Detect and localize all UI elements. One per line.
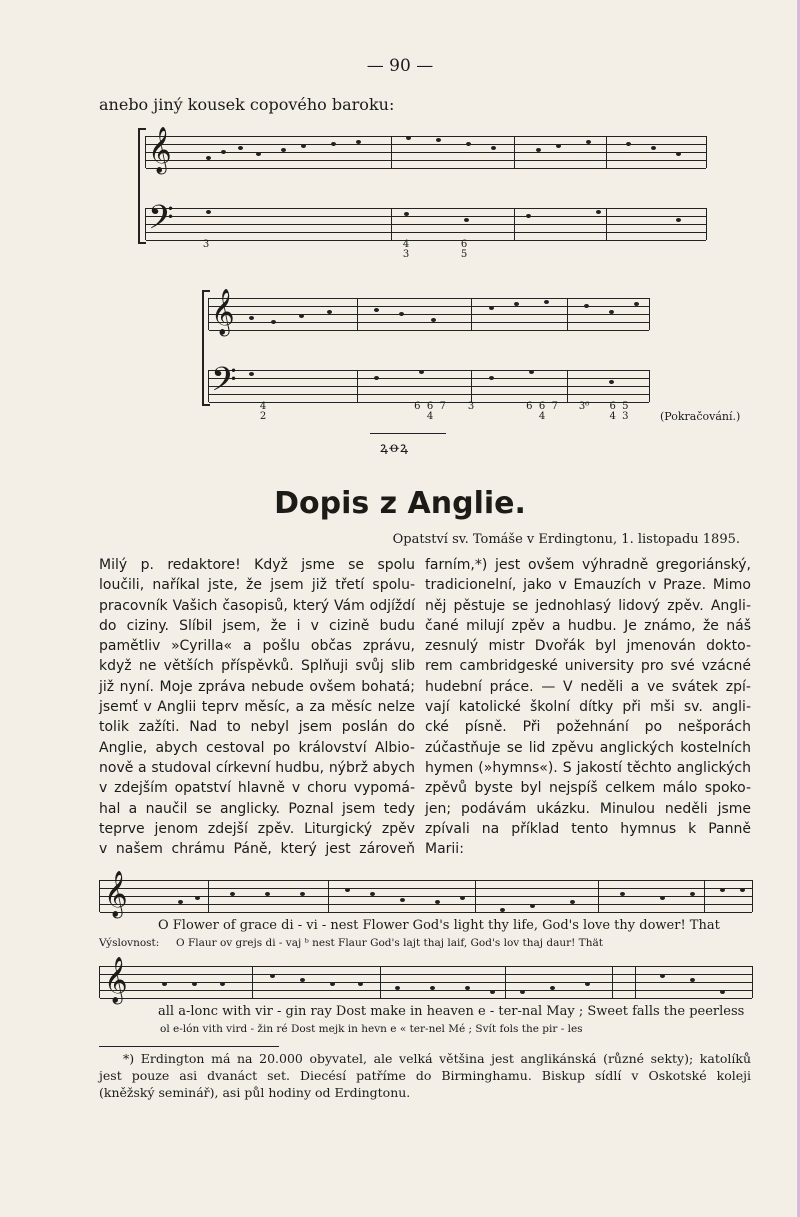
text-line: do ciziny. Slíbil jsem, že i v cizině budu [99,617,415,634]
text-line: v zdejším opatství hlavně v choru vypomá- [99,780,415,797]
footnote-rule [99,1046,279,1047]
figure: 4 2 [259,401,267,422]
text-line: loučili, naříkal jste, že jsem již třetí spolu- [99,577,415,594]
text-line: Marii: [425,841,464,858]
text-line: hymen (»hymns«). S jakostí těchto anglických [425,759,751,776]
footnote [99,1050,751,1101]
treble-clef-icon: 𝄞 [104,871,128,917]
text-line: nově a studoval církevní hudbu, nýbrž abych [99,759,415,776]
text-line: tolik zažíti. Nad to nebyl jsem poslán do [99,719,415,736]
text-line: něj pěstuje se jednohlasý lidový zpěv. Angli- [425,597,751,614]
footnote-line: jest pouze asi dvanáct set. Diecésí patříme do Birminghamu. Biskup sídlí v Oskotské koleji [99,1068,751,1083]
bass-clef-icon: 𝄢 [211,361,237,407]
text-line: tradicionelní, jako v Emauzích v Praze. Mimo [425,577,751,594]
treble-clef-icon: 𝄞 [211,289,235,335]
figure: 6 5 [460,239,468,260]
page-number: — 90 — [366,56,434,76]
text-line: čané milují zpěv a hudbu. Je známo, že náš [425,617,751,634]
hymn-pronunciation: ol e-lón vith vird - žin ré Dost mejk in hevn e « ter-nel Mé ; Svít fols the pir - les [160,1023,583,1035]
figure: 6 6 7 4 [526,401,558,422]
text-line: již nyní. Moje zpráva nebude ovšem bohatá; [99,678,415,695]
intro-line: anebo jiný kousek copového baroku: [99,95,395,114]
divider [370,433,446,434]
dateline: Opatství sv. Tomáše v Erdingtonu, 1. listopadu 1895. [392,532,740,547]
text-line: zesnulý mistr Dvořák byl jmenován dokto- [425,638,751,655]
footnote-line: *) Erdington má na 20.000 obyvatel, ale velká většina jest anglikánská (různé sekty); katolíků [123,1051,751,1066]
figure: 6 6 7 4 [414,401,446,422]
hymn-staff-1 [99,871,753,917]
text-line: Milý p. redaktore! Když jsme se spolu [99,557,415,573]
hymn-lyrics: all a-lonc with vir - gin ray Dost make in heaven e - ter-nal May ; Sweet falls the peerless [158,1004,745,1019]
text-line: pamětliv »Cyrilla« a pošlu občas zprávu, [99,638,415,655]
text-line: jen; podávám ukázku. Minulou neděli jsme [425,800,751,817]
figure: 4 3 [402,239,410,260]
text-line: hal a naučil se anglicky. Poznal jsem tedy [99,800,415,817]
ornament-icon: ꝝꝋꝝ [380,440,410,456]
text-line: Anglie, abych cestoval po království Albio- [99,739,415,756]
text-line: cké písně. Při požehnání po nešporách [425,719,751,736]
text-line: zpívali na příklad tento hymnus k Panně [425,820,751,837]
hymn-staff-2 [99,957,753,1003]
text-line: když ne větších příspěvků. Splňuji svůj slib [99,658,415,675]
footnote-line: (kněžský seminář), asi půl hodiny od Erdingtonu. [99,1085,411,1100]
text-line: zpěvů byste byl nejspíš celkem málo spoko- [425,780,751,797]
continuation-note: (Pokračování.) [660,410,741,423]
text-line: zúčastňuje se lid zpěvu anglických kostelních [425,739,751,756]
text-line: hudební práce. — V neděli a ve svátek zpí- [425,678,751,695]
figure: 3 [467,401,475,412]
text-line: pracovník Vašich časopisů, který Vám odjíždí [99,597,415,614]
hymn-pronunciation: O Flaur ov grejs di - vaj ᵇ nest Flaur God's lajt thaj laif, God's lov thaj daur! Thät [176,937,603,949]
pronunciation-label: Výslovnost: [99,937,160,949]
text-line: teprve jenom zdejší zpěv. Liturgický zpěv [99,820,415,837]
figure: 6 5 4 3 [609,401,629,422]
right-column [425,555,751,859]
bass-staff [145,199,707,245]
text-line: vají katolické školní dítky při mši sv. angli- [425,699,751,716]
left-column [99,555,415,859]
treble-clef-icon: 𝄞 [104,957,128,1003]
treble-clef-icon: 𝄞 [148,127,172,173]
text-line: v našem chrámu Páně, který jest zároveň [99,841,415,858]
treble-staff [145,127,707,173]
text-line: rem cambridgeské university pro své vzácné [425,658,751,675]
figure: 3 [202,239,210,250]
bass-clef-icon: 𝄢 [148,199,174,245]
hymn-lyrics: O Flower of grace di - vi - nest Flower God's light thy life, God's love thy dower! That [158,918,720,933]
text-line: farním,*) jest ovšem výhradně gregoriánský, [425,557,751,573]
text-line: jsemť v Anglii teprv měsíc, a za měsíc nelze [99,699,415,716]
article-title: Dopis z Anglie. [274,486,526,521]
figure: 3⁶ [578,401,590,412]
treble-staff [208,289,650,335]
